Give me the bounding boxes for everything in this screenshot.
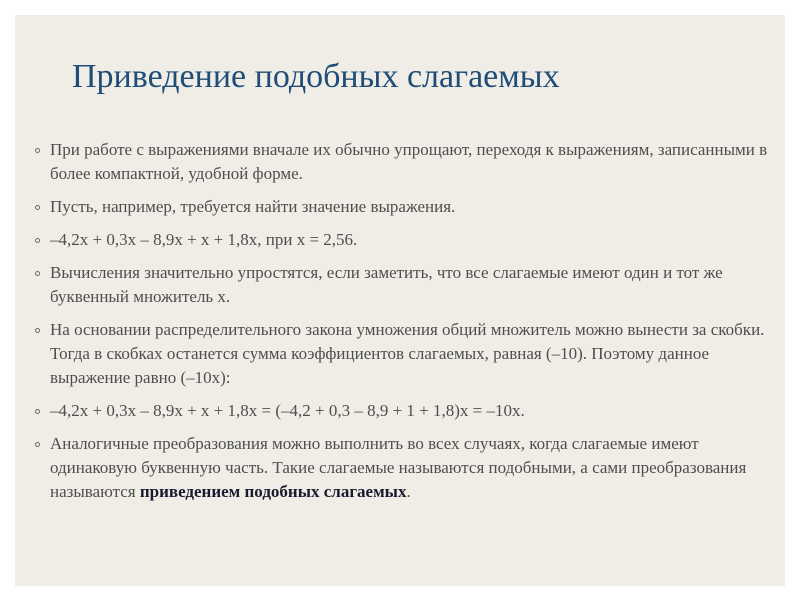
bullet-text: Вычисления значительно упростятся, если заметить, что все слагаемые имеют один и тот же буквенный множитель х. [50,263,723,306]
bullet-item [35,318,775,390]
bullet-circle-icon [35,442,40,447]
bullet-item [35,261,775,309]
bullet-item [35,228,775,252]
bullet-tail: . [406,482,411,501]
bullet-item [35,432,775,504]
bullet-text: –4,2х + 0,3х – 8,9х + х + 1,8х = (–4,2 + 0,3 – 8,9 + 1 + 1,8)х = –10х. [50,401,525,420]
bullet-text: Пусть, например, требуется найти значение выражения. [50,197,456,216]
bullet-item [35,195,775,219]
bullet-text: –4,2х + 0,3х – 8,9х + х + 1,8х, при х = 2,56. [50,230,358,249]
bullet-circle-icon [35,409,40,414]
slide [15,15,785,586]
bullet-circle-icon [35,271,40,276]
bullet-text: На основании распределительного закона умножения обций множитель можно вынести за скобки. Тогда в скобках останется сумма коэффициентов слагаемых, равная (–10). Поэтому данное выражение равно (–10х): [50,320,765,387]
bullet-circle-icon [35,238,40,243]
bullet-circle-icon [35,328,40,333]
bullet-circle-icon [35,205,40,210]
slide-title: Приведение подобных слагаемых [72,58,560,95]
bullet-bold-term: приведением подобных слагаемых [139,482,407,501]
bullet-text: Аналогичные преобразования можно выполнить во всех случаях, когда слагаемые имеют одинаковую буквенную часть. Такие слагаемые называются подобными, а сами преобразования называются [50,434,747,501]
bullet-list [35,138,775,513]
bullet-item [35,138,775,186]
bullet-circle-icon [35,148,40,153]
bullet-text: При работе с выражениями вначале их обычно упрощают, переходя к выражениям, записанными в более компактной, удобной форме. [50,140,768,183]
bullet-item [35,399,775,423]
